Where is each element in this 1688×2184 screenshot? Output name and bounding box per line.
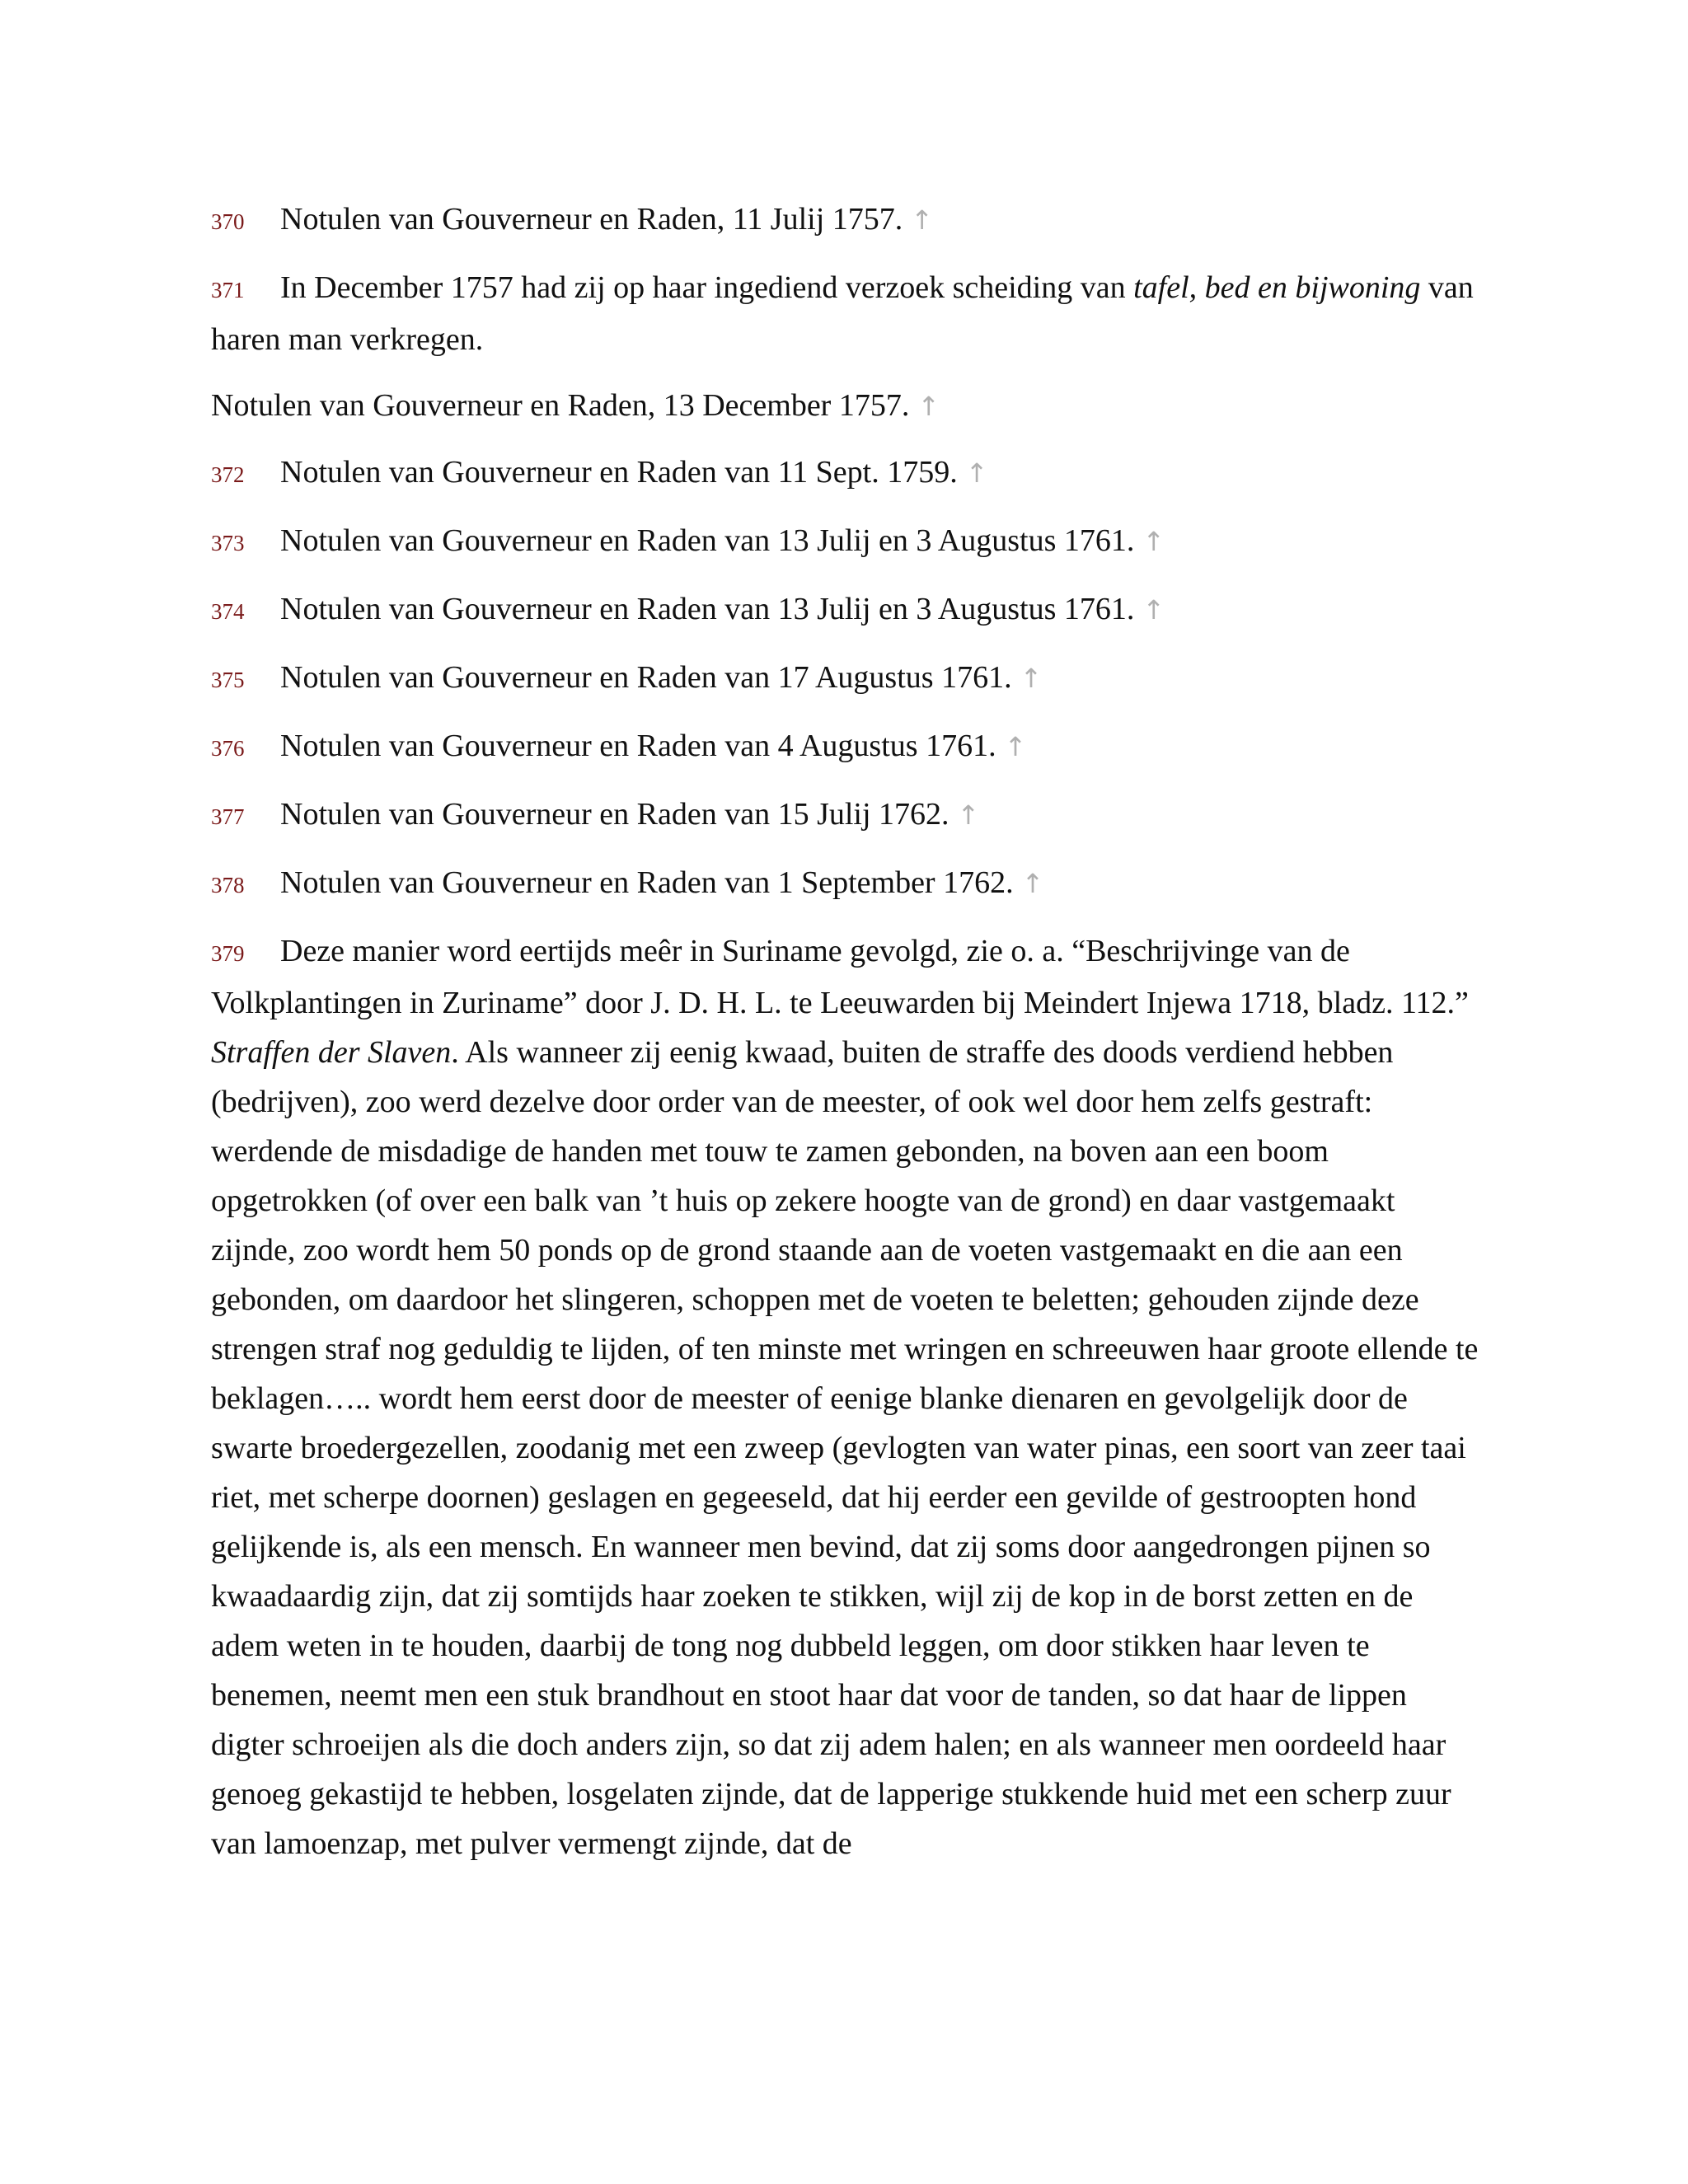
footnote-374 bbox=[211, 584, 1480, 636]
back-arrow-icon[interactable]: ↑ bbox=[917, 391, 940, 422]
footnote-number[interactable]: 372 bbox=[211, 462, 245, 487]
footnote-375 bbox=[211, 653, 1480, 705]
footnote-373 bbox=[211, 516, 1480, 568]
footnote-372 bbox=[211, 448, 1480, 499]
back-arrow-icon[interactable]: ↑ bbox=[957, 799, 980, 831]
footnote-text: Notulen van Gouverneur en Raden van 11 Sept. 1759. bbox=[280, 455, 958, 490]
footnote-text: Notulen van Gouverneur en Raden van 17 Augustus 1761. bbox=[280, 660, 1012, 695]
footnote-text: Notulen van Gouverneur en Raden van 13 Julij en 3 Augustus 1761. bbox=[280, 523, 1135, 558]
footnote-number[interactable]: 374 bbox=[211, 599, 245, 624]
back-arrow-icon[interactable]: ↑ bbox=[1142, 594, 1165, 626]
footnote-378 bbox=[211, 858, 1480, 910]
footnote-text: Notulen van Gouverneur en Raden van 4 Augustus 1761. bbox=[280, 729, 996, 763]
footnote-number[interactable]: 378 bbox=[211, 873, 245, 898]
back-arrow-icon[interactable]: ↑ bbox=[1142, 526, 1165, 557]
footnote-number[interactable]: 377 bbox=[211, 804, 245, 829]
footnote-text: . Als wanneer zij eenig kwaad, buiten de straffe des doods verdiend hebben (bedrijven), zoo werd dezelve door order van de meester, of ook wel door hem zelfs gestraft: werdende de misdadige de handen met touw te zamen gebonden, na boven aan een boom opgetrokken (of over een balk van ’t huis op zekere hoogte van de grond) en daar vastgemaakt zijnde, zoo wordt hem 50 ponds op de grond staande aan de voeten vastgemaakt en die aan een gebonden, om daardoor het slingeren, schoppen met de voeten te beletten; gehouden zijnde deze strengen straf nog geduldig te lijden, of ten minste met wringen en schreeuwen haar groote ellende te beklagen….. wordt hem eerst door de meester of eenige blanke dienaren en gevolgelijk door de swarte broedergezellen, zoodanig met een zweep (gevlogten van water pinas, een soort van zeer taai riet, met scherpe doornen) geslagen en gegeeseld, dat hij eerder een gevilde of gestroopten hond gelijkende is, als een mensch. En wanneer men bevind, dat zij soms door aangedrongen pijnen so kwaadaardig zijn, dat zij somtijds haar zoeken te stikken, wijl zij de kop in de borst zetten en de adem weten in te houden, daarbij de tong nog dubbeld leggen, om door stikken haar leven te benemen, neemt men een stuk brandhout en stoot haar dat voor de tanden, so dat haar de lippen digter schroeijen als die doch anders zijn, so dat zij adem halen; en als wanneer men oordeeld haar genoeg gekastijd te hebben, losgelaten zijnde, dat de lapperige stukkende huid met een scherp zuur van lamoenzap, met pulver vermengt zijnde, dat de bbox=[211, 1035, 1479, 1861]
back-arrow-icon[interactable]: ↑ bbox=[1021, 868, 1044, 899]
footnote-377 bbox=[211, 790, 1480, 841]
footnote-text: Notulen van Gouverneur en Raden van 15 Julij 1762. bbox=[280, 797, 950, 832]
footnote-number[interactable]: 373 bbox=[211, 531, 245, 555]
footnote-number[interactable]: 370 bbox=[211, 209, 245, 234]
back-arrow-icon[interactable]: ↑ bbox=[1004, 731, 1027, 762]
footnote-text: Notulen van Gouverneur en Raden, 11 Julij 1757. bbox=[280, 202, 903, 237]
footnote-number[interactable]: 376 bbox=[211, 736, 245, 761]
footnote-370 bbox=[211, 194, 1480, 246]
footnote-371 bbox=[211, 263, 1480, 364]
footnote-376 bbox=[211, 721, 1480, 773]
footnote-italic: Straffen der Slaven bbox=[211, 1035, 452, 1070]
footnote-number[interactable]: 379 bbox=[211, 941, 245, 966]
footnotes-page bbox=[211, 194, 1480, 1885]
footnote-379 bbox=[211, 926, 1480, 1868]
back-arrow-icon[interactable]: ↑ bbox=[911, 204, 934, 236]
footnote-text: Deze manier word eertijds meêr in Suriname gevolgd, zie o. a. “Beschrijvinge van de Volkplantingen in Zuriname” door J. D. H. L. te Leeuwarden bij Meindert Injewa 1718, bladz. 112.” bbox=[211, 934, 1469, 1020]
footnote-text: In December 1757 had zij op haar ingediend verzoek scheiding van bbox=[280, 270, 1134, 305]
back-arrow-icon[interactable]: ↑ bbox=[965, 457, 988, 489]
back-arrow-icon[interactable]: ↑ bbox=[1020, 663, 1043, 694]
footnote-text: van haren man verkregen. bbox=[211, 270, 1474, 357]
footnote-text: Notulen van Gouverneur en Raden van 13 Julij en 3 Augustus 1761. bbox=[280, 592, 1135, 626]
footnote-number[interactable]: 371 bbox=[211, 278, 245, 302]
footnote-italic: tafel, bed en bijwoning bbox=[1133, 270, 1421, 305]
footnote-371-continued bbox=[211, 381, 1480, 431]
footnote-text: Notulen van Gouverneur en Raden, 13 December 1757. bbox=[211, 388, 910, 423]
footnote-text: Notulen van Gouverneur en Raden van 1 September 1762. bbox=[280, 865, 1014, 900]
footnote-number[interactable]: 375 bbox=[211, 668, 245, 692]
